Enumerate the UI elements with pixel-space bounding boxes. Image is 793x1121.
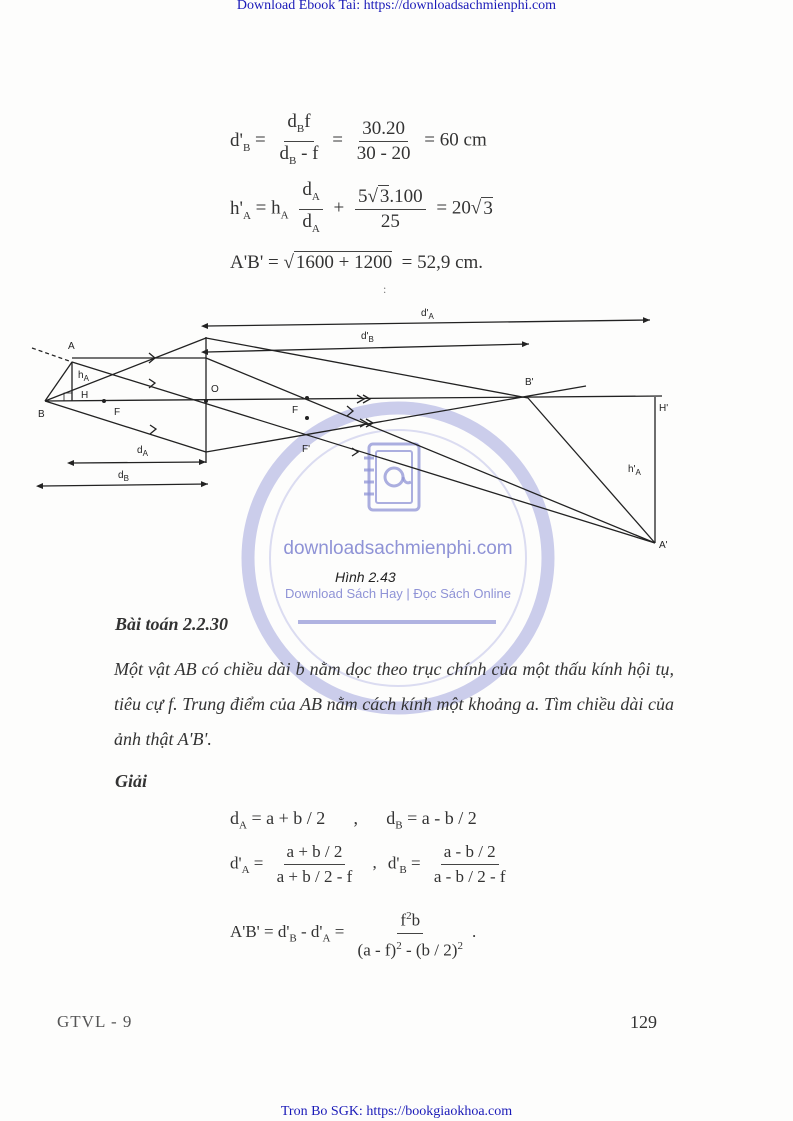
footer-sgk-link[interactable]: Tron Bo SGK: https://bookgiaokhoa.com	[280, 1104, 513, 1119]
l2-fraction-b: $\frac{a - b / 2}{a - b / 2 - f}$	[433, 842, 506, 886]
label-da: $d_A$	[137, 445, 148, 458]
focus-f-point	[102, 399, 106, 403]
label-a: A	[68, 341, 75, 352]
label-f-prime: F'	[302, 444, 311, 455]
eq1-fraction-1: $\frac{d_Bf}{d_B - f}$	[279, 111, 319, 167]
label-o: O	[211, 384, 219, 395]
figure-caption: Hình 2.43	[335, 569, 396, 585]
right-angle-h	[64, 393, 72, 401]
object-extension	[32, 348, 72, 362]
eq2-lhs: $h'_A$	[230, 197, 251, 222]
label-ha: $h_A$	[78, 370, 89, 383]
watermark-tagline: Download Sách Hay | Đọc Sách Online	[285, 586, 511, 601]
focus-f-prime-point	[305, 416, 309, 420]
label-a-prime: A'	[659, 540, 668, 551]
l2-fraction-a: $\frac{a + b / 2}{a + b / 2 - f}$	[276, 842, 353, 886]
principal-axis	[45, 396, 662, 401]
eq3-sqrt: 1600 + 1200	[295, 252, 393, 273]
ray-b-refracted	[206, 386, 586, 452]
label-h: H	[81, 390, 89, 401]
header-download-link[interactable]: Download Ebook Tai: https://downloadsachmienphi.com	[236, 0, 557, 13]
focus-f-image-point	[305, 396, 309, 400]
label-f: F	[114, 407, 121, 418]
label-ha-prime: $h'_A$	[628, 464, 641, 477]
label-b-prime: B'	[525, 377, 534, 388]
chevron-4	[347, 406, 353, 416]
watermark-site: downloadsachmienphi.com	[283, 538, 513, 559]
eq2-result: = 20√ 3	[436, 197, 493, 219]
stray-mark: :	[383, 282, 387, 296]
eq2-fraction-1: $\frac{d_A}{d_A}$	[299, 178, 322, 241]
solution-title: Giải	[115, 771, 148, 791]
problem-title: Bài toán 2.2.30	[115, 614, 229, 634]
footer-book-code: GTVL - 9	[57, 1012, 133, 1031]
eq1-result: = 60 cm	[424, 129, 487, 151]
label-h-prime: H'	[659, 403, 669, 414]
equation-d-prime-b: $d'_B$ = $\frac{d_Bf}{d_B - f}$ = $\frac{30.20}{30 - 20}$ = 60 cm	[230, 110, 487, 173]
solution-line-3: $A'B' = d'_B - d'_A$ = $\frac{f^2b}{(a - f)^2 - (b / 2)^2}$ .	[230, 904, 476, 962]
ray-b-lower	[45, 401, 206, 452]
chevron-3	[150, 425, 156, 434]
label-d-prime-a: $d'_A$	[421, 308, 434, 321]
figure-lens-diagram	[0, 290, 793, 570]
arrow-d-prime-b	[207, 344, 529, 352]
ray-a-refracted	[206, 358, 655, 543]
arrow-d-a	[73, 462, 206, 463]
ray-b-upper-refracted	[206, 338, 528, 398]
eq3-result: = 52,9 cm.	[401, 252, 484, 273]
equation-h-prime-a: $h'_A = h_A$ $\frac{d_A}{d_A}$ + $\frac{5√ 3.100}{25}$ = 20√ 3	[230, 178, 493, 241]
equation-a-prime-b-prime: A'B' = √ 1600 + 1200 = 52,9 cm.	[230, 252, 484, 273]
label-f-image: F	[292, 405, 299, 416]
eq1-lhs: $d'_B$	[230, 129, 251, 154]
problem-text: Một vật AB có chiều dài b nằm dọc theo trục chính của một thấu kính hội tụ, tiêu cự f. Trung điểm của AB nằm cách kính một khoảng a. Tìm chiều dài của ảnh thật A'B'.	[114, 659, 674, 749]
label-d-prime-b: $d'_B$	[361, 331, 374, 344]
eq2-fraction-2: $\frac{5√ 3.100}{25}$	[355, 185, 426, 234]
label-db: $d_B$	[118, 470, 129, 483]
label-b: B	[38, 409, 45, 420]
solution-line-1: $d_A = a + b / 2$ , $d_B = a - b / 2$	[230, 808, 477, 832]
arrow-d-b	[42, 484, 208, 486]
optical-center-point	[204, 399, 208, 403]
eq1-fraction-2: $\frac{30.20}{30 - 20}$	[356, 117, 411, 164]
solution-line-2: $d'_A$ = $\frac{a + b / 2}{a + b / 2 - f}$ , $d'_B$ = $\frac{a - b / 2}{a - b / 2 - f}$	[230, 840, 515, 889]
page-number: 129	[630, 1012, 657, 1032]
l3-fraction: $\frac{f^2b}{(a - f)^2 - (b / 2)^2}$	[355, 904, 466, 962]
